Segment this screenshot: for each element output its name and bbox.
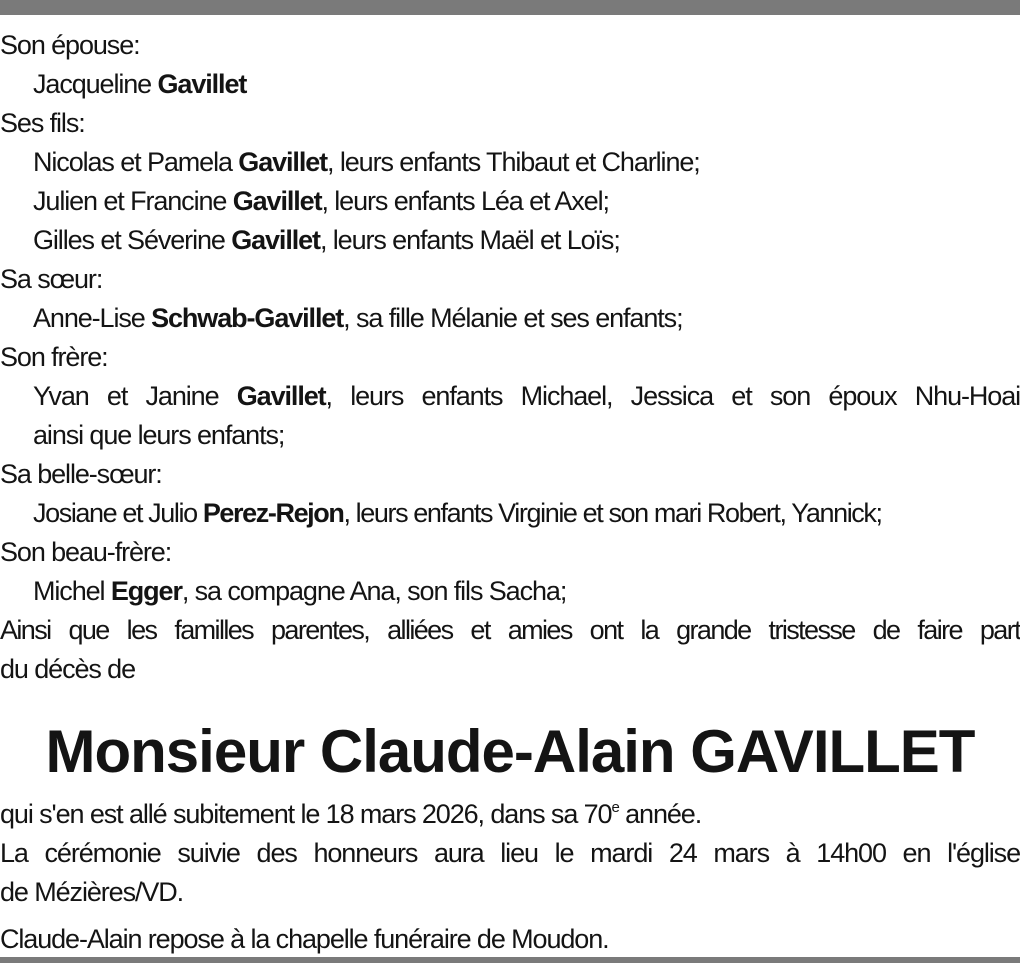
deceased-name: Monsieur Claude-Alain GAVILLET [45,718,975,785]
family-text: Nicolas et Pamela [33,147,239,177]
family-surname: Gavillet [236,381,326,411]
relation-label: Sa belle-sœur: [0,459,162,489]
family-line [0,221,1020,260]
family-surname: Gavillet [157,69,247,99]
closing-text: du décès de [0,654,136,684]
family-text: , leurs enfants Thibaut et Charline; [327,147,700,177]
family-text: , leurs enfants Virginie et son mari Robert, Yannick; [343,498,882,528]
family-text: , sa fille Mélanie et ses enfants; [343,303,683,333]
bottom-rule [0,957,1020,963]
family-text: , leurs enfants Michael, Jessica et son époux Nhu-Hoai [325,381,1020,411]
family-text: Julien et Francine [33,186,233,216]
family-line [0,416,1020,455]
closing-text: Ainsi que les familles parentes, alliées et amies ont la grande tristesse de faire part [0,615,1020,645]
family-text: , leurs enfants Léa et Axel; [321,186,609,216]
ceremony-text: de Mézières/VD. [0,877,184,907]
family-text: Gilles et Séverine [33,225,232,255]
family-text: Jacqueline [33,69,158,99]
death-text: qui s'en est allé subitement le 18 mars 2026, dans sa 70 [0,799,612,829]
family-line [0,377,1020,416]
family-line [0,494,1020,533]
family-text: Josiane et Julio [33,498,203,528]
ordinal-suffix: e [611,799,619,816]
family-surname: Gavillet [232,186,322,216]
family-text: Michel [33,576,111,606]
family-text: Anne-Lise [33,303,152,333]
family-text: , leurs enfants Maël et Loïs; [319,225,620,255]
family-text: Yvan et Janine [33,381,237,411]
family-line [0,572,1020,611]
resting-place-text: Claude-Alain repose à la chapelle funéraire de Moudon. [0,924,609,954]
family-surname: Perez-Rejon [202,498,344,528]
family-line [0,65,1020,104]
top-rule [0,0,1020,15]
family-line [0,182,1020,221]
family-text: ainsi que leurs enfants; [33,420,285,450]
family-surname: Schwab-Gavillet [151,303,344,333]
family-surname: Gavillet [231,225,320,255]
death-text: année. [618,799,702,829]
relation-label: Son beau-frère: [0,537,172,567]
relation-label: Son frère: [0,342,108,372]
relation-label: Ses fils: [0,108,85,138]
ceremony-text: La cérémonie suivie des honneurs aura lieu le mardi 24 mars à 14h00 en l'église [0,838,1020,868]
obituary-notice [0,26,1020,959]
death-notice [0,795,1020,834]
family-text: , sa compagne Ana, son fils Sacha; [181,576,567,606]
relation-label: Son épouse: [0,30,140,60]
family-surname: Egger [110,576,182,606]
family-line [0,143,1020,182]
family-line [0,299,1020,338]
family-surname: Gavillet [238,147,328,177]
relation-label: Sa sœur: [0,264,103,294]
